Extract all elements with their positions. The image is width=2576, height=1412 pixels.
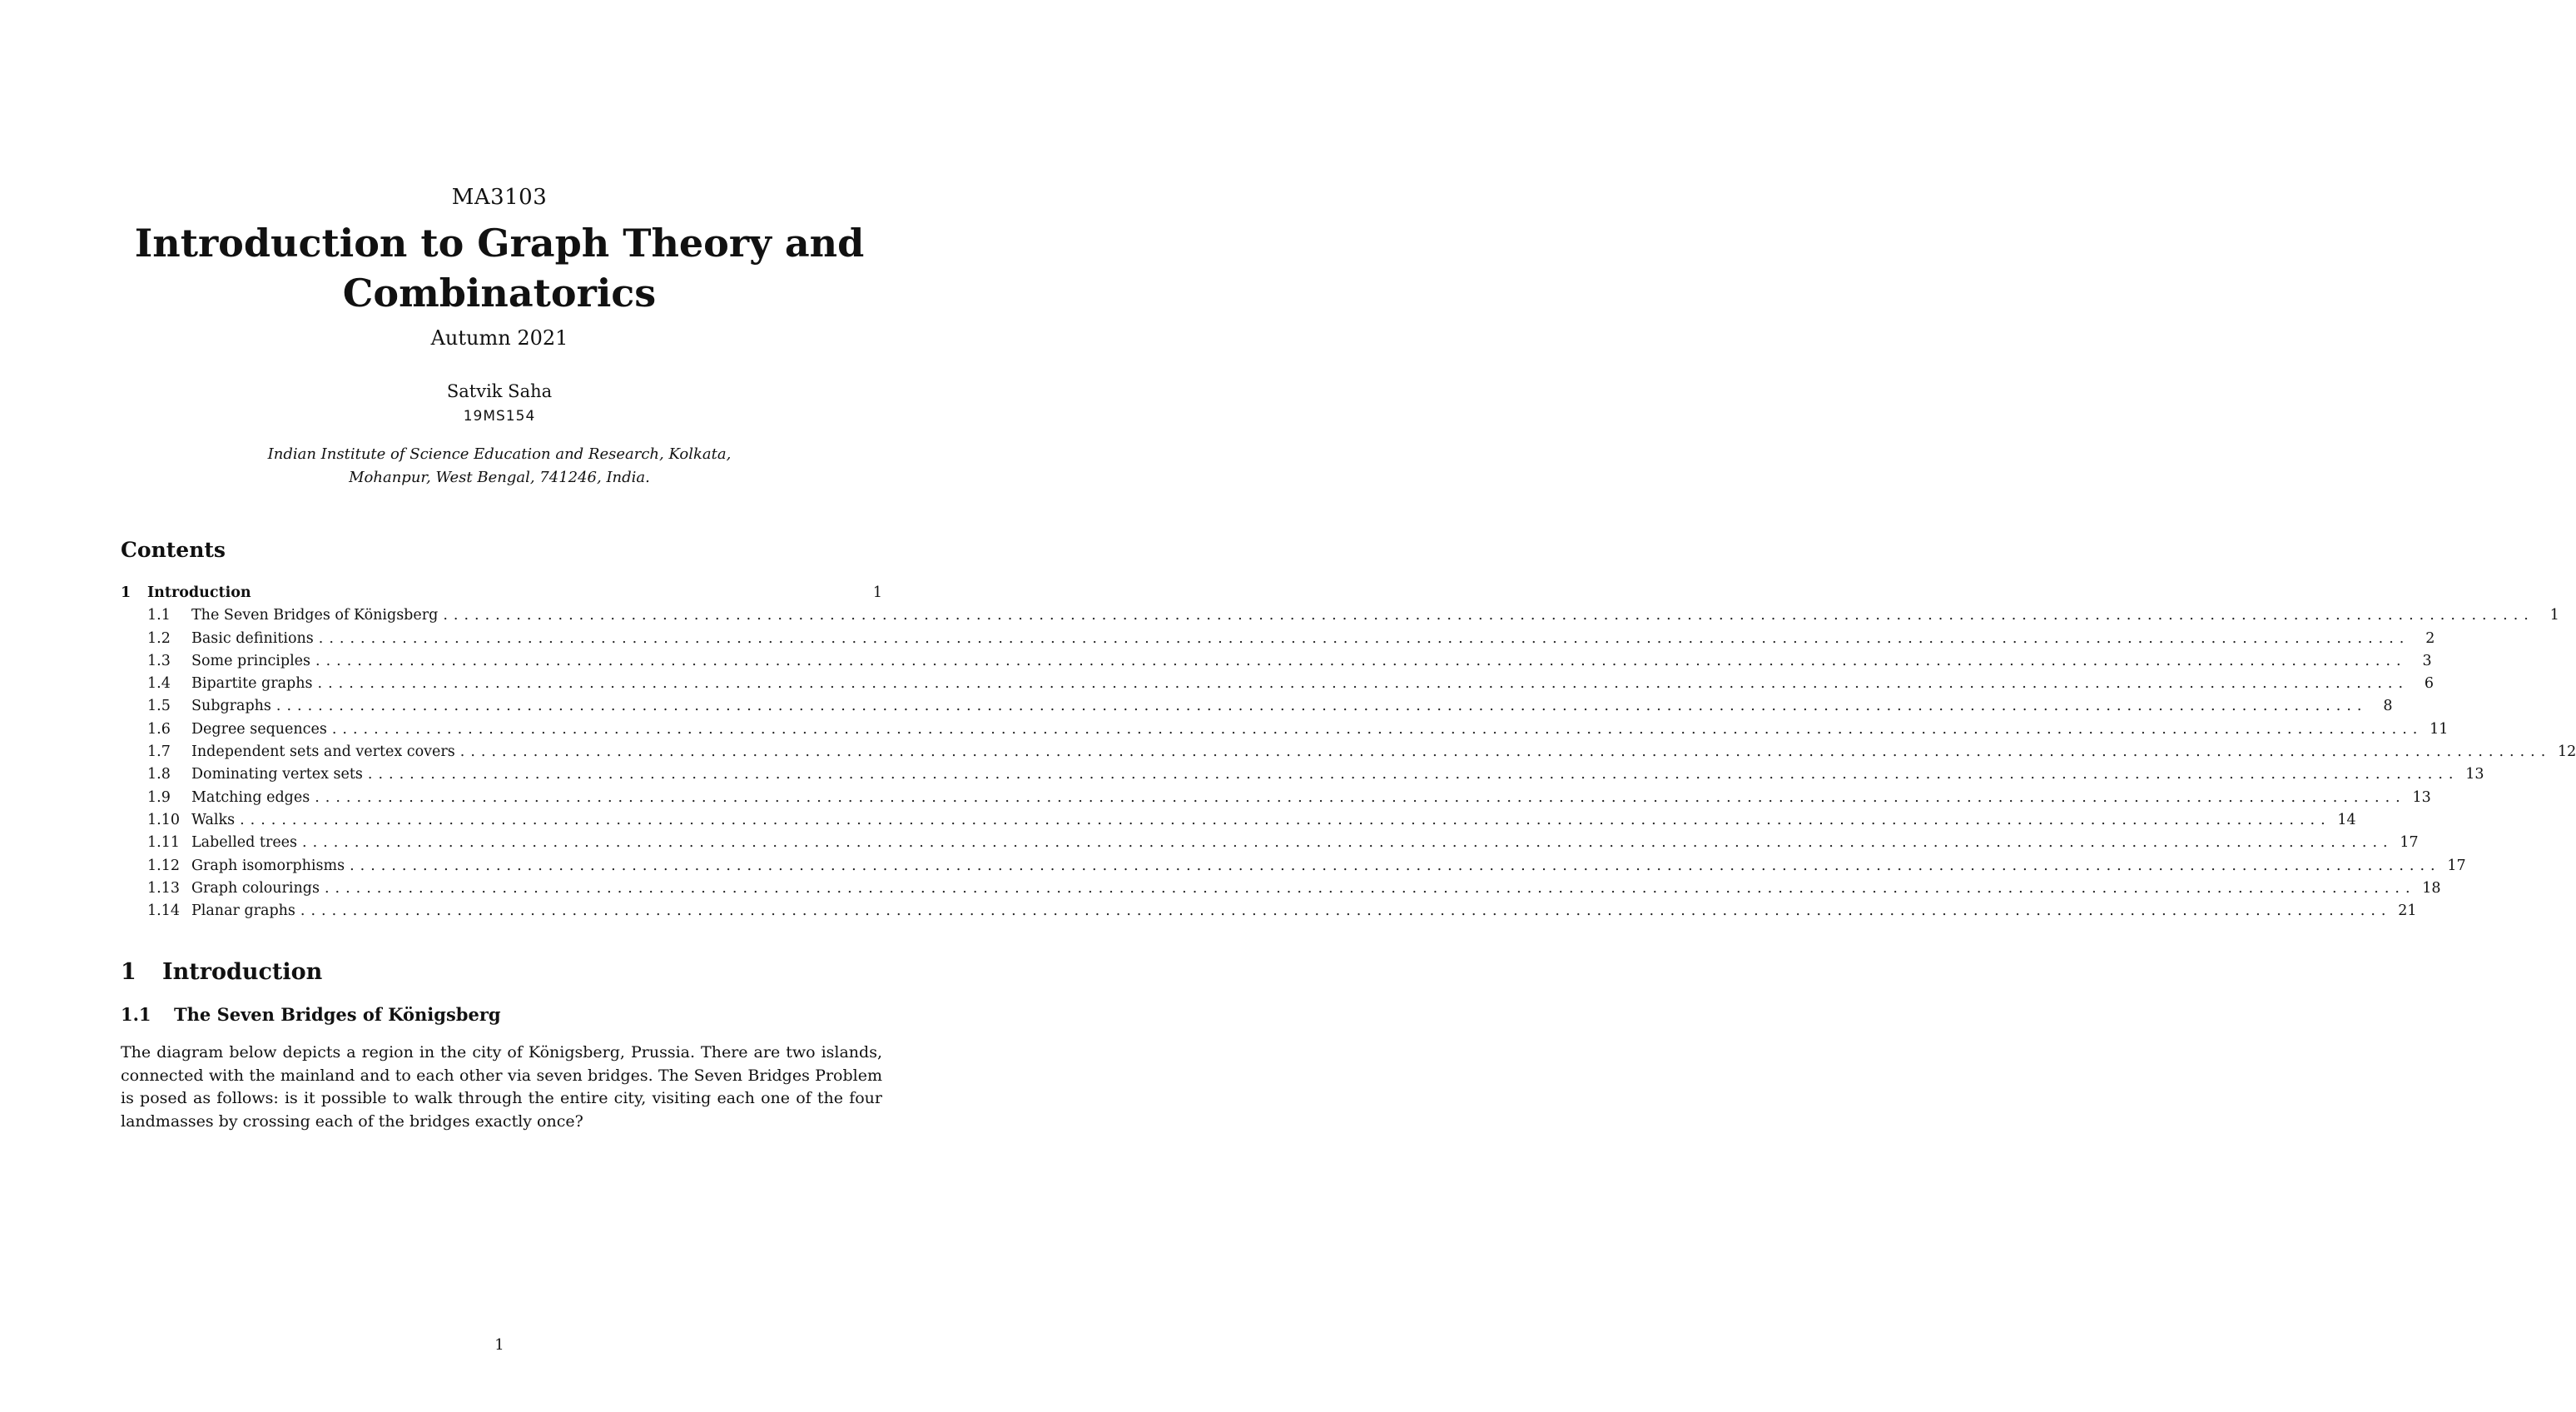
- toc-entry[interactable]: [121, 766, 2484, 788]
- toc-entry-number: 1.7: [147, 743, 171, 761]
- toc-entry[interactable]: [121, 902, 2417, 925]
- affiliation-line-1: Indian Institute of Science Education and Research, Kolkata,: [267, 445, 732, 463]
- toc-entry-label: Planar graphs: [191, 902, 295, 920]
- toc-section-number: 1: [121, 584, 132, 601]
- toc-section-label: Introduction: [147, 584, 251, 601]
- toc-entry-page: 17: [2400, 834, 2419, 852]
- toc-dot-leader: ........................................................................................................................................................................................................: [443, 607, 2534, 624]
- toc-entry-page: 6: [2424, 675, 2435, 693]
- toc-dot-leader: ........................................................................................................................................................................................................: [324, 879, 2416, 897]
- toc-entry[interactable]: [121, 788, 2431, 812]
- toc-entry-page: 13: [2412, 788, 2431, 806]
- toc-entry[interactable]: [121, 834, 2419, 857]
- toc-dot-leader: ........................................................................................................................................................................................................: [317, 675, 2410, 693]
- subsection-number: 1.1: [121, 1004, 151, 1025]
- toc-entry-number: 1.6: [147, 720, 171, 738]
- toc-entry-page: 14: [2337, 811, 2356, 828]
- toc-entry-page: 1: [2549, 607, 2559, 624]
- subsection-title: The Seven Bridges of Königsberg: [174, 1004, 501, 1025]
- toc-entry-label: Some principles: [191, 652, 311, 669]
- toc-entry-page: 18: [2422, 879, 2441, 897]
- toc-entry-number: 1.3: [147, 652, 171, 669]
- toc-entry-number: 1.2: [147, 629, 171, 647]
- toc-section-page: 1: [872, 584, 882, 601]
- toc-dot-leader: ........................................................................................................................................................................................................: [350, 857, 2441, 874]
- toc-entry-page: 2: [2425, 629, 2435, 647]
- contents-heading: Contents: [121, 538, 226, 562]
- toc-entry-label: Degree sequences: [191, 720, 327, 738]
- toc-entry-number: 1.4: [147, 675, 171, 693]
- toc-entry-page: 11: [2430, 720, 2449, 738]
- toc-dot-leader: ........................................................................................................................................................................................................: [331, 720, 2424, 738]
- toc-entry[interactable]: [121, 607, 2559, 629]
- toc-entry[interactable]: [121, 857, 2466, 880]
- toc-entry-number: 1.5: [147, 698, 171, 715]
- document-title: Introduction to Graph Theory and Combinatorics: [134, 221, 865, 316]
- term: Autumn 2021: [430, 326, 568, 350]
- toc-entry-label: Labelled trees: [191, 834, 298, 852]
- toc-dot-leader: ........................................................................................................................................................................................................: [302, 834, 2394, 852]
- toc-entry-label: Walks: [191, 811, 236, 828]
- toc-entry-number: 1.14: [147, 902, 180, 920]
- toc-entry[interactable]: [121, 811, 2356, 834]
- body-paragraph: The diagram below depicts a region in the city of Königsberg, Prussia. There are two islands, connected with the mainland and to each other via seven bridges. The Seven Bridges Problem is posed as follows: is it possible to walk through the entire city, visiting each one of the four landmasses by crossing each of the bridges exactly once?: [121, 1043, 882, 1131]
- toc-entry[interactable]: [121, 743, 2576, 766]
- toc-dot-leader: ........................................................................................................................................................................................................: [318, 629, 2410, 647]
- toc-entry-number: 1.11: [147, 834, 180, 852]
- toc-dot-leader: ........................................................................................................................................................................................................: [459, 743, 2552, 761]
- toc-entry-page: 8: [2383, 698, 2393, 715]
- toc-entry[interactable]: [121, 629, 2435, 653]
- toc-entry-page: 17: [2447, 857, 2466, 874]
- toc-dot-leader: ........................................................................................................................................................................................................: [240, 811, 2331, 828]
- toc-entry-label: Matching edges: [191, 788, 310, 806]
- toc-dot-leader: ........................................................................................................................................................................................................: [315, 788, 2406, 806]
- toc-entry-page: 3: [2422, 652, 2432, 669]
- toc-dot-leader: ........................................................................................................................................................................................................: [315, 652, 2407, 669]
- page-number: 1: [494, 1336, 504, 1354]
- toc-entry[interactable]: [121, 720, 2449, 743]
- toc-dot-leader: ........................................................................................................................................................................................................: [275, 698, 2368, 715]
- toc-entry-label: Graph colourings: [191, 879, 320, 897]
- table-of-contents: [121, 584, 2576, 925]
- section-heading: [121, 959, 322, 985]
- toc-entry-number: 1.10: [147, 811, 180, 828]
- section-title: Introduction: [162, 959, 323, 985]
- subsection-heading: [121, 1004, 501, 1025]
- toc-entry-page: 13: [2465, 766, 2484, 783]
- toc-entry[interactable]: [121, 652, 2432, 675]
- toc-entry-label: Independent sets and vertex covers: [191, 743, 455, 761]
- toc-entry-number: 1.13: [147, 879, 180, 897]
- toc-entry-page: 21: [2398, 902, 2417, 920]
- roll-number: 19MS154: [463, 408, 536, 425]
- toc-entry-label: Subgraphs: [191, 698, 271, 715]
- toc-entry[interactable]: [121, 698, 2393, 720]
- toc-entry-number: 1.8: [147, 766, 171, 783]
- toc-entry-page: 12: [2558, 743, 2576, 761]
- course-code: MA3103: [451, 185, 548, 210]
- affiliation: [0, 443, 999, 490]
- author-name: Satvik Saha: [446, 381, 553, 401]
- toc-entry-label: Dominating vertex sets: [191, 766, 363, 783]
- toc-dot-leader: ........................................................................................................................................................................................................: [300, 902, 2392, 920]
- toc-entry[interactable]: [121, 675, 2435, 698]
- toc-entry-number: 1.12: [147, 857, 180, 874]
- toc-entry-number: 1.1: [147, 607, 171, 624]
- toc-entry-label: The Seven Bridges of Königsberg: [191, 607, 439, 624]
- toc-entry-number: 1.9: [147, 788, 171, 806]
- affiliation-line-2: Mohanpur, West Bengal, 741246, India.: [349, 469, 650, 486]
- toc-section-entry[interactable]: [121, 584, 882, 607]
- toc-entry[interactable]: [121, 879, 2441, 902]
- toc-entry-label: Basic definitions: [191, 629, 314, 647]
- toc-dot-leader: ........................................................................................................................................................................................................: [367, 766, 2459, 783]
- toc-entry-label: Graph isomorphisms: [191, 857, 345, 874]
- section-number: 1: [121, 959, 136, 985]
- toc-entry-label: Bipartite graphs: [191, 675, 313, 693]
